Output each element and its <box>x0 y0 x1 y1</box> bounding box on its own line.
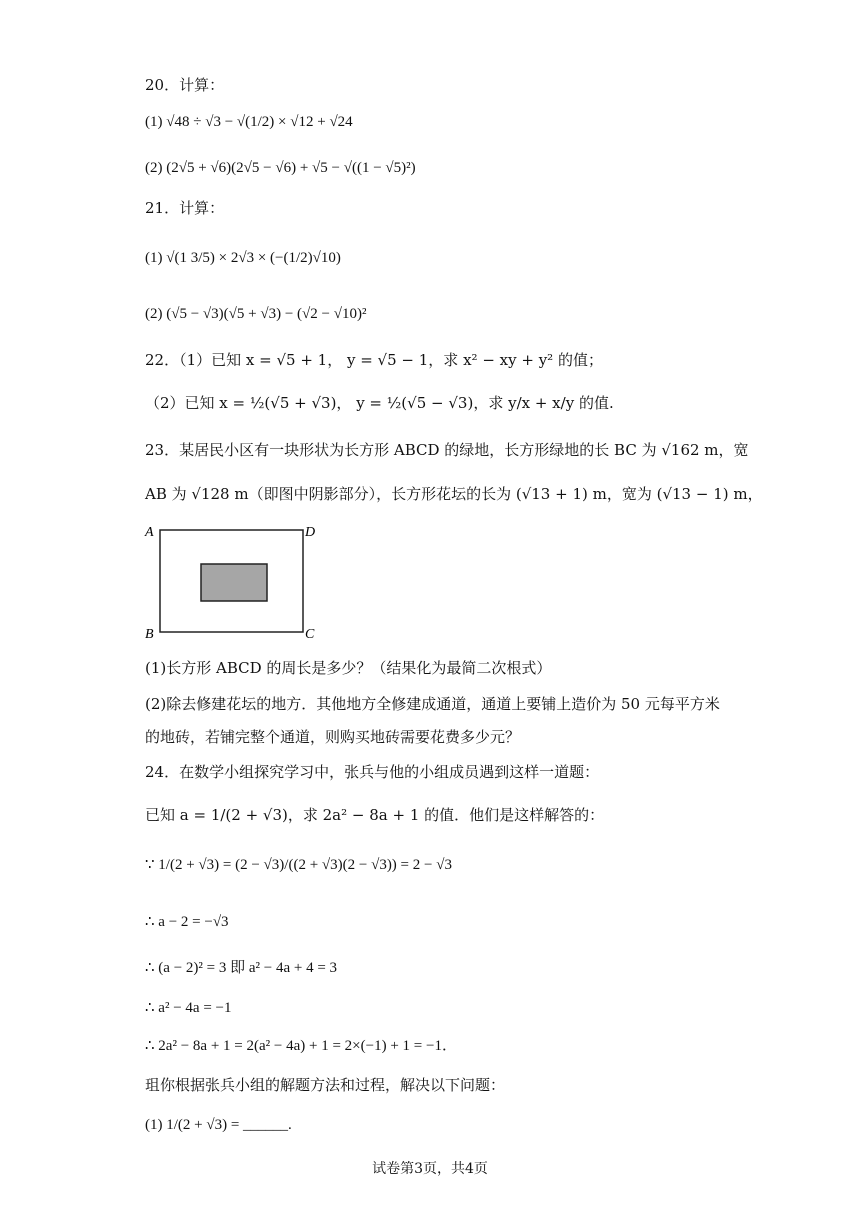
q20-part1: (1) √48 ÷ √3 − √(1/2) × √12 + √24 <box>145 114 353 130</box>
q24-step5: ∴ 2a² − 8a + 1 = 2(a² − 4a) + 1 = 2×(−1) + 1 = −1． <box>145 1038 457 1054</box>
q23-part2-line1: (2)除去修建花坛的地方．其他地方全修建成通道，通道上要铺上造价为 50 元每平方米 <box>145 695 720 713</box>
flower-bed-rectangle <box>201 564 267 601</box>
q24-step4: ∴ a² − 4a = −1 <box>145 1000 232 1016</box>
q21-part1: (1) √(1 3/5) × 2√3 × (−(1/2)√10) <box>145 250 341 266</box>
vertex-label-a: A <box>145 525 154 540</box>
q24-step3: ∴ (a − 2)² = 3 即 a² − 4a + 4 = 3 <box>145 960 338 976</box>
q20-part2: (2) (2√5 + √6)(2√5 − √6) + √5 − √((1 − √5)²) <box>145 160 416 176</box>
q24-line1: 24．在数学小组探究学习中，张兵与他的小组成员遇到这样一道题： <box>145 763 600 781</box>
vertex-label-c: C <box>305 627 315 642</box>
q23-line2: AB 为 √128 m（即图中阴影部分），长方形花坛的长为 (√13 + 1) m，宽为 (√13 − 1) m， <box>145 485 763 503</box>
q24-part1: (1) 1/(2 + √3) = ______. <box>145 1117 292 1133</box>
q24-step1: ∵ 1/(2 + √3) = (2 − √3)/((2 + √3)(2 − √3)) = 2 − √3 <box>145 857 452 873</box>
q20-title: 20．计算： <box>145 76 225 94</box>
vertex-label-d: D <box>305 525 316 540</box>
q24-line3: 珇你根据张兵小组的解题方法和过程，解决以下问题： <box>145 1076 506 1094</box>
page-footer: 试卷第3页，共4页 <box>372 1161 488 1177</box>
q23-part1: (1)长方形 ABCD 的周长是多少？（结果化为最简二次根式） <box>145 659 552 677</box>
q22-part2: （2）已知 x = ½(√5 + √3)， y = ½(√5 − √3)，求 y/x + x/y 的值. <box>145 394 614 412</box>
q21-part2: (2) (√5 − √3)(√5 + √3) − (√2 − √10)² <box>145 306 367 322</box>
q24-line2: 已知 a = 1/(2 + √3)，求 2a² − 8a + 1 的值．他们是这样解答的： <box>145 806 605 824</box>
q24-step2: ∴ a − 2 = −√3 <box>145 914 229 930</box>
vertex-label-b: B <box>145 627 154 642</box>
q22-part1: 22．（1）已知 x = √5 + 1， y = √5 − 1，求 x² − xy + y² 的值； <box>145 351 603 369</box>
rectangle-diagram <box>140 520 320 648</box>
q23-part2-line2: 的地砖，若铺完整个通道，则购买地砖需要花费多少元？ <box>145 728 521 746</box>
q23-line1: 23．某居民小区有一块形状为长方形 ABCD 的绿地，长方形绿地的长 BC 为 √162 m，宽 <box>145 441 749 459</box>
q21-title: 21．计算： <box>145 199 225 217</box>
